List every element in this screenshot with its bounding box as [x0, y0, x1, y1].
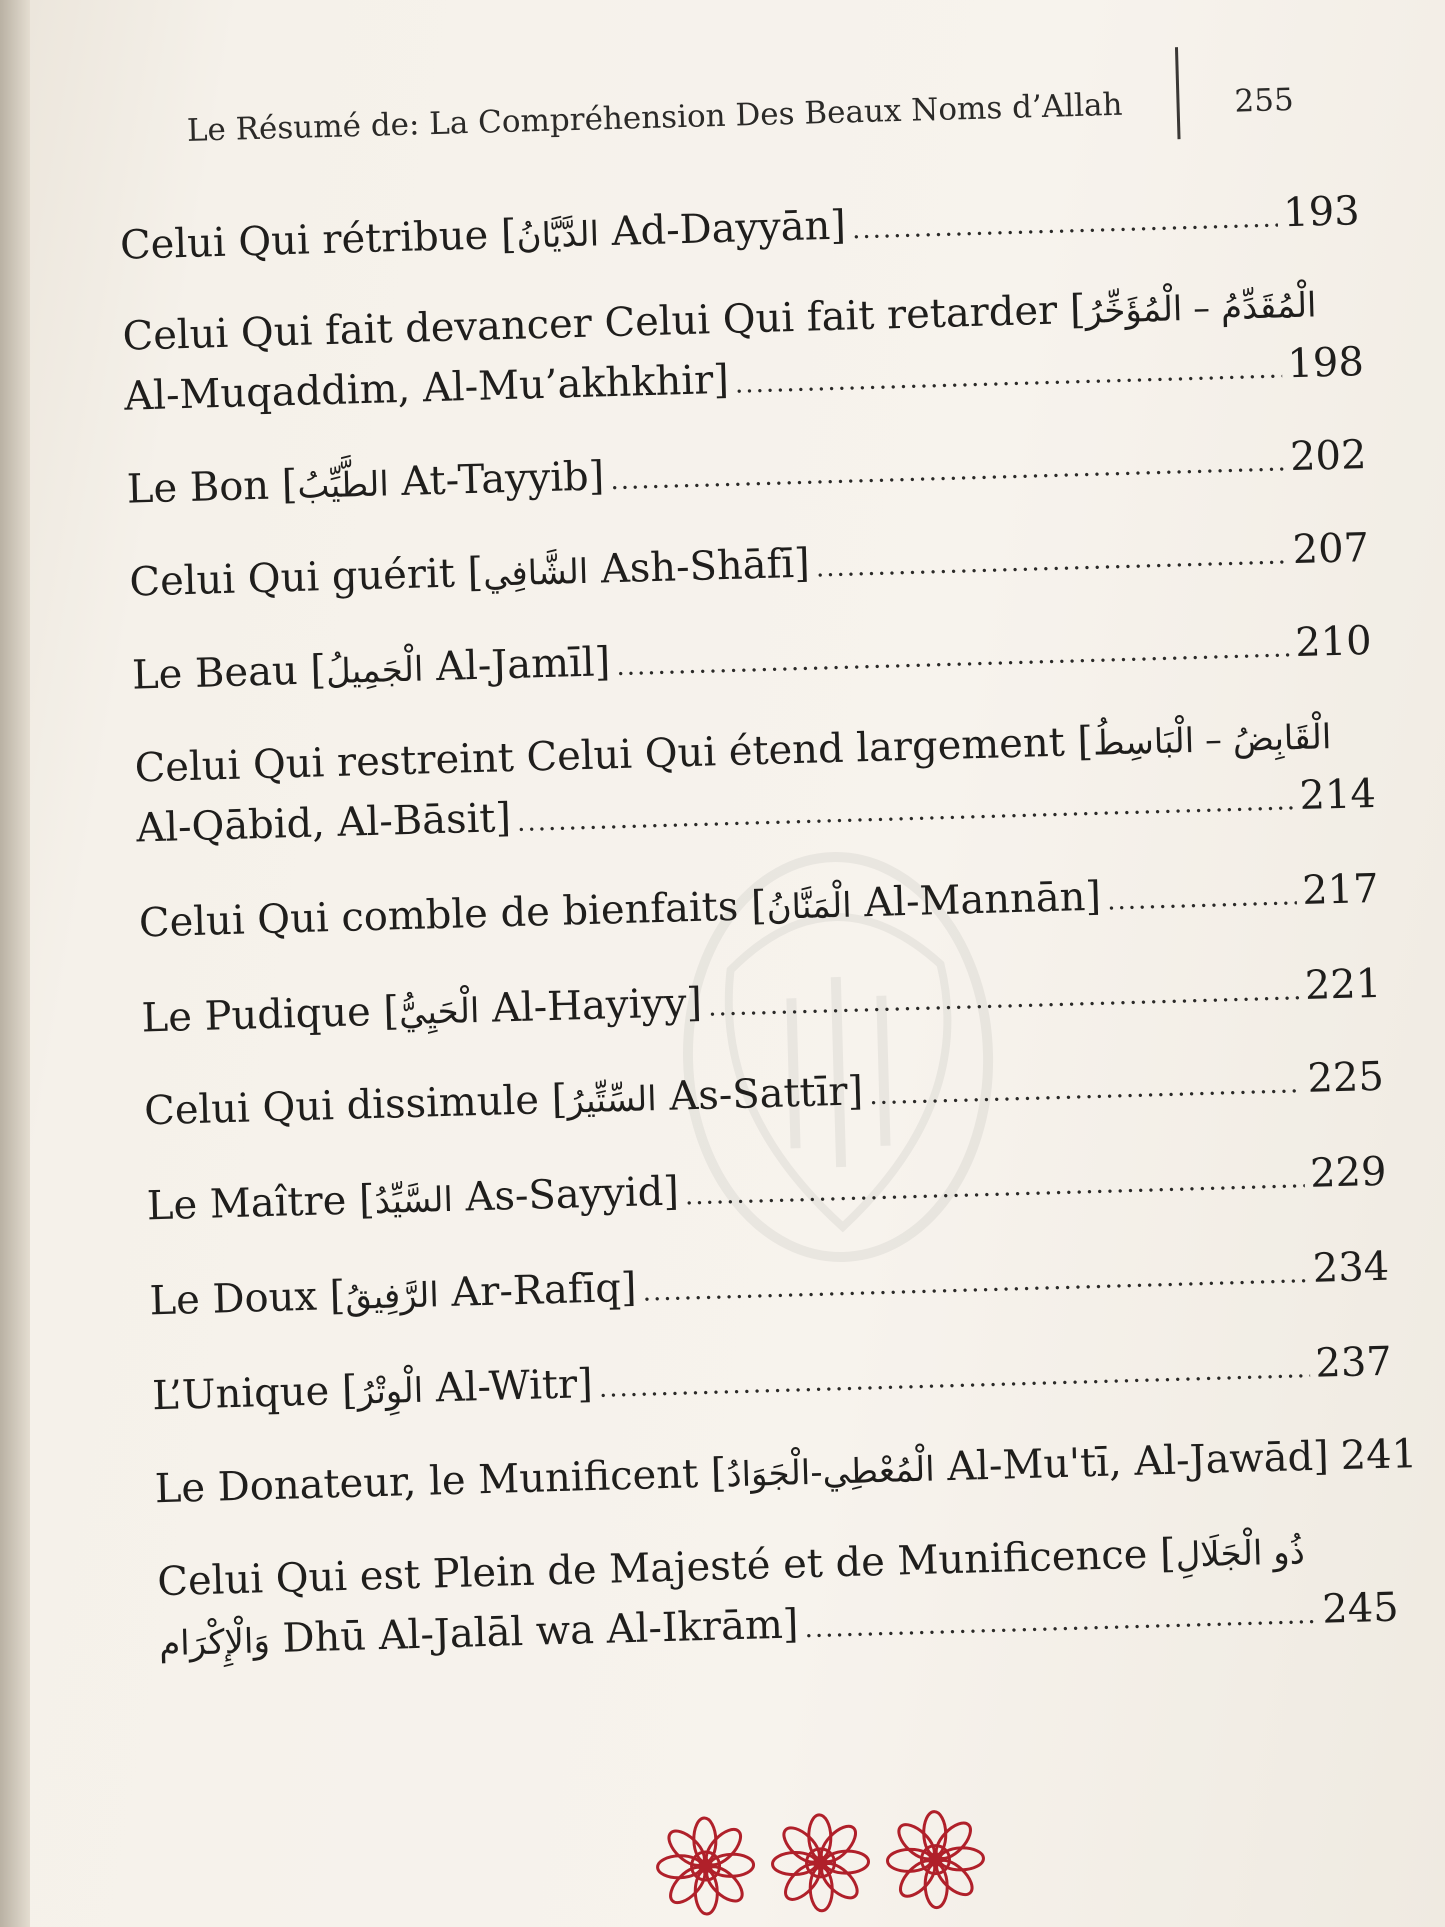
toc-entry — [143, 1048, 1384, 1146]
entry-title: Le Doux [ — [148, 1272, 346, 1325]
toc-entry-text — [146, 1163, 680, 1238]
toc-entry-text — [149, 1259, 638, 1333]
entry-title: Celui Qui guérit [ — [128, 549, 484, 606]
entry-page-number[interactable]: 202 — [1289, 432, 1368, 481]
arabic-name: الدَّيَّانُ — [515, 214, 600, 257]
arabic-name: السِّتِّيرُ — [566, 1079, 658, 1122]
dot-leader — [616, 619, 1291, 696]
flower-ornament-icon — [654, 1815, 757, 1918]
book-title: Le Résumé de: La Compréhension Des Beaux Noms d’Allah — [186, 86, 1123, 149]
toc-entry — [138, 860, 1379, 958]
entry-title: L’Unique [ — [151, 1367, 359, 1420]
dot-leader — [707, 962, 1299, 1036]
dot-leader — [804, 1586, 1318, 1658]
toc-entry-line — [119, 182, 1360, 280]
transliteration: Ad-Dayyān] — [598, 202, 847, 256]
toc-entry-line — [131, 612, 1372, 710]
entry-page-number[interactable]: 221 — [1304, 960, 1382, 1009]
entry-page-number[interactable]: 225 — [1306, 1053, 1385, 1102]
entry-title: Celui Qui comble de bienfaits [ — [138, 882, 768, 947]
book-spine-shadow — [0, 0, 30, 1927]
entry-page-number[interactable]: 241 — [1340, 1431, 1418, 1480]
transliteration: Ar-Rafīq] — [438, 1264, 638, 1317]
toc-entry — [119, 182, 1360, 280]
toc-entry-line — [149, 1238, 1390, 1336]
entry-title: Le Beau [ — [131, 647, 327, 699]
book-page — [30, 0, 1445, 1927]
toc-entry-line — [146, 1143, 1387, 1241]
toc-entry-text — [136, 789, 512, 859]
entry-title: Le Bon [ — [126, 461, 299, 513]
entry-page-number[interactable]: 198 — [1286, 339, 1365, 388]
toc-entry-line — [126, 426, 1367, 524]
dot-leader — [610, 433, 1285, 510]
toc-entry-text — [143, 1062, 864, 1142]
flower-ornament-icon — [769, 1811, 872, 1914]
toc-entry-line — [138, 860, 1379, 958]
ornament-row — [654, 1808, 987, 1927]
dot-leader — [598, 1340, 1310, 1418]
running-header — [186, 72, 1347, 164]
toc-entry-line — [129, 519, 1370, 617]
entry-page-number[interactable]: 217 — [1301, 865, 1380, 914]
toc-entry-text — [138, 868, 1102, 955]
arabic-name: الْقَابِضُ – الْبَاسِطُ — [1092, 717, 1332, 764]
toc-entry — [154, 1426, 1418, 1524]
entry-page-number[interactable]: 229 — [1309, 1148, 1388, 1197]
entry-title: Celui Qui fait devancer Celui Qui fait retarder [ — [121, 286, 1087, 360]
toc-entry-text — [141, 974, 703, 1050]
arabic-name: الْمَنَّانُ — [766, 885, 853, 928]
page-number: 255 — [1234, 81, 1295, 120]
toc-entry-text — [151, 1355, 593, 1427]
dot-leader — [642, 1245, 1308, 1322]
entry-page-number[interactable]: 214 — [1298, 770, 1377, 820]
transliteration: Ash-Shāfī] — [587, 540, 811, 593]
dot-leader — [1106, 867, 1297, 930]
entry-page-number[interactable]: 237 — [1314, 1338, 1393, 1387]
transliteration: Al-Witr] — [422, 1361, 594, 1412]
dot-leader — [684, 1150, 1305, 1225]
entry-title: Celui Qui est Plein de Majesté et de Munificence [ — [156, 1530, 1177, 1606]
transliteration: At-Tayyib] — [388, 453, 605, 506]
entry-title: Al-Qābid, Al-Bāsit] — [135, 795, 512, 852]
dot-leader — [734, 340, 1282, 413]
arabic-name: الْجَمِيلُ — [325, 649, 424, 693]
entry-page-number[interactable]: 193 — [1282, 188, 1361, 237]
toc-entry — [157, 1519, 1400, 1677]
header-divider — [1175, 47, 1181, 139]
toc-entry — [131, 612, 1372, 710]
dot-leader — [1334, 1432, 1336, 1490]
entry-title: Le Donateur, le Munificent [ — [154, 1450, 728, 1513]
dot-leader — [868, 1055, 1302, 1125]
transliteration: As-Sayyid] — [452, 1168, 680, 1221]
table-of-contents — [119, 182, 1418, 1676]
entry-title: Celui Qui dissimule [ — [143, 1076, 568, 1135]
entry-title: Le Pudique [ — [141, 988, 400, 1042]
toc-entry-text — [131, 633, 611, 706]
toc-entry-text — [129, 535, 811, 614]
dot-leader — [851, 189, 1278, 259]
entry-page-number[interactable]: 210 — [1294, 617, 1373, 667]
flower-ornament-icon — [884, 1808, 987, 1911]
toc-entry-text — [126, 447, 605, 520]
toc-entry-line — [143, 1048, 1384, 1146]
toc-entry-text — [119, 196, 846, 276]
toc-entry — [129, 519, 1370, 617]
arabic-name: الْمُعْطِي-الْجَوَادُ — [725, 1449, 936, 1496]
transliteration: Al-Hayiyy] — [478, 979, 703, 1033]
entry-title: Le Maître [ — [146, 1177, 376, 1230]
transliteration: As-Sattīr] — [655, 1068, 864, 1121]
toc-entry-line — [141, 955, 1382, 1053]
toc-entry-line — [151, 1333, 1392, 1431]
transliteration: Al-Mu'tī, Al-Jawād] — [933, 1433, 1330, 1491]
toc-entry-text — [154, 1427, 1330, 1520]
transliteration: Dhū Al-Jalāl wa Al-Ikrām] — [269, 1601, 799, 1663]
toc-entry — [149, 1238, 1390, 1336]
toc-entry-line — [154, 1426, 1418, 1524]
arabic-name: الطَّيِّبُ — [296, 464, 390, 507]
arabic-name: الْوِتْرُ — [356, 1370, 424, 1413]
toc-entry — [141, 955, 1382, 1053]
arabic-name: الرَّفِيقُ — [344, 1275, 440, 1318]
toc-entry — [134, 705, 1377, 863]
entry-title: Al-Muqaddim, Al-Mu’akhkhir] — [123, 356, 730, 420]
arabic-name: الْمُقَدِّمُ – الْمُؤَخِّرُ — [1084, 285, 1318, 332]
arabic-name: ذُو الْجَلَالِ — [1175, 1532, 1306, 1576]
entry-page-number[interactable]: 245 — [1321, 1584, 1400, 1633]
arabic-name: السَّيِّدُ — [374, 1179, 454, 1223]
entry-title: Celui Qui restreint Celui Qui étend largement [ — [134, 718, 1094, 792]
page-content — [30, 0, 1445, 1927]
arabic-name: وَالْإِكْرَام — [158, 1621, 271, 1665]
toc-entry — [146, 1143, 1387, 1241]
arabic-name: الشَّافِي — [482, 551, 589, 595]
arabic-name: الْحَيِيُّ — [398, 991, 480, 1034]
entry-page-number[interactable]: 234 — [1312, 1243, 1390, 1292]
transliteration: Al-Jamīl] — [422, 639, 611, 691]
toc-entry — [126, 426, 1367, 524]
transliteration: Al-Mannān] — [850, 873, 1102, 927]
entry-page-number[interactable]: 207 — [1292, 525, 1370, 574]
dot-leader — [815, 526, 1288, 597]
toc-entry — [122, 273, 1365, 431]
entry-title: Celui Qui rétribue [ — [119, 211, 518, 269]
toc-entry — [151, 1333, 1392, 1431]
